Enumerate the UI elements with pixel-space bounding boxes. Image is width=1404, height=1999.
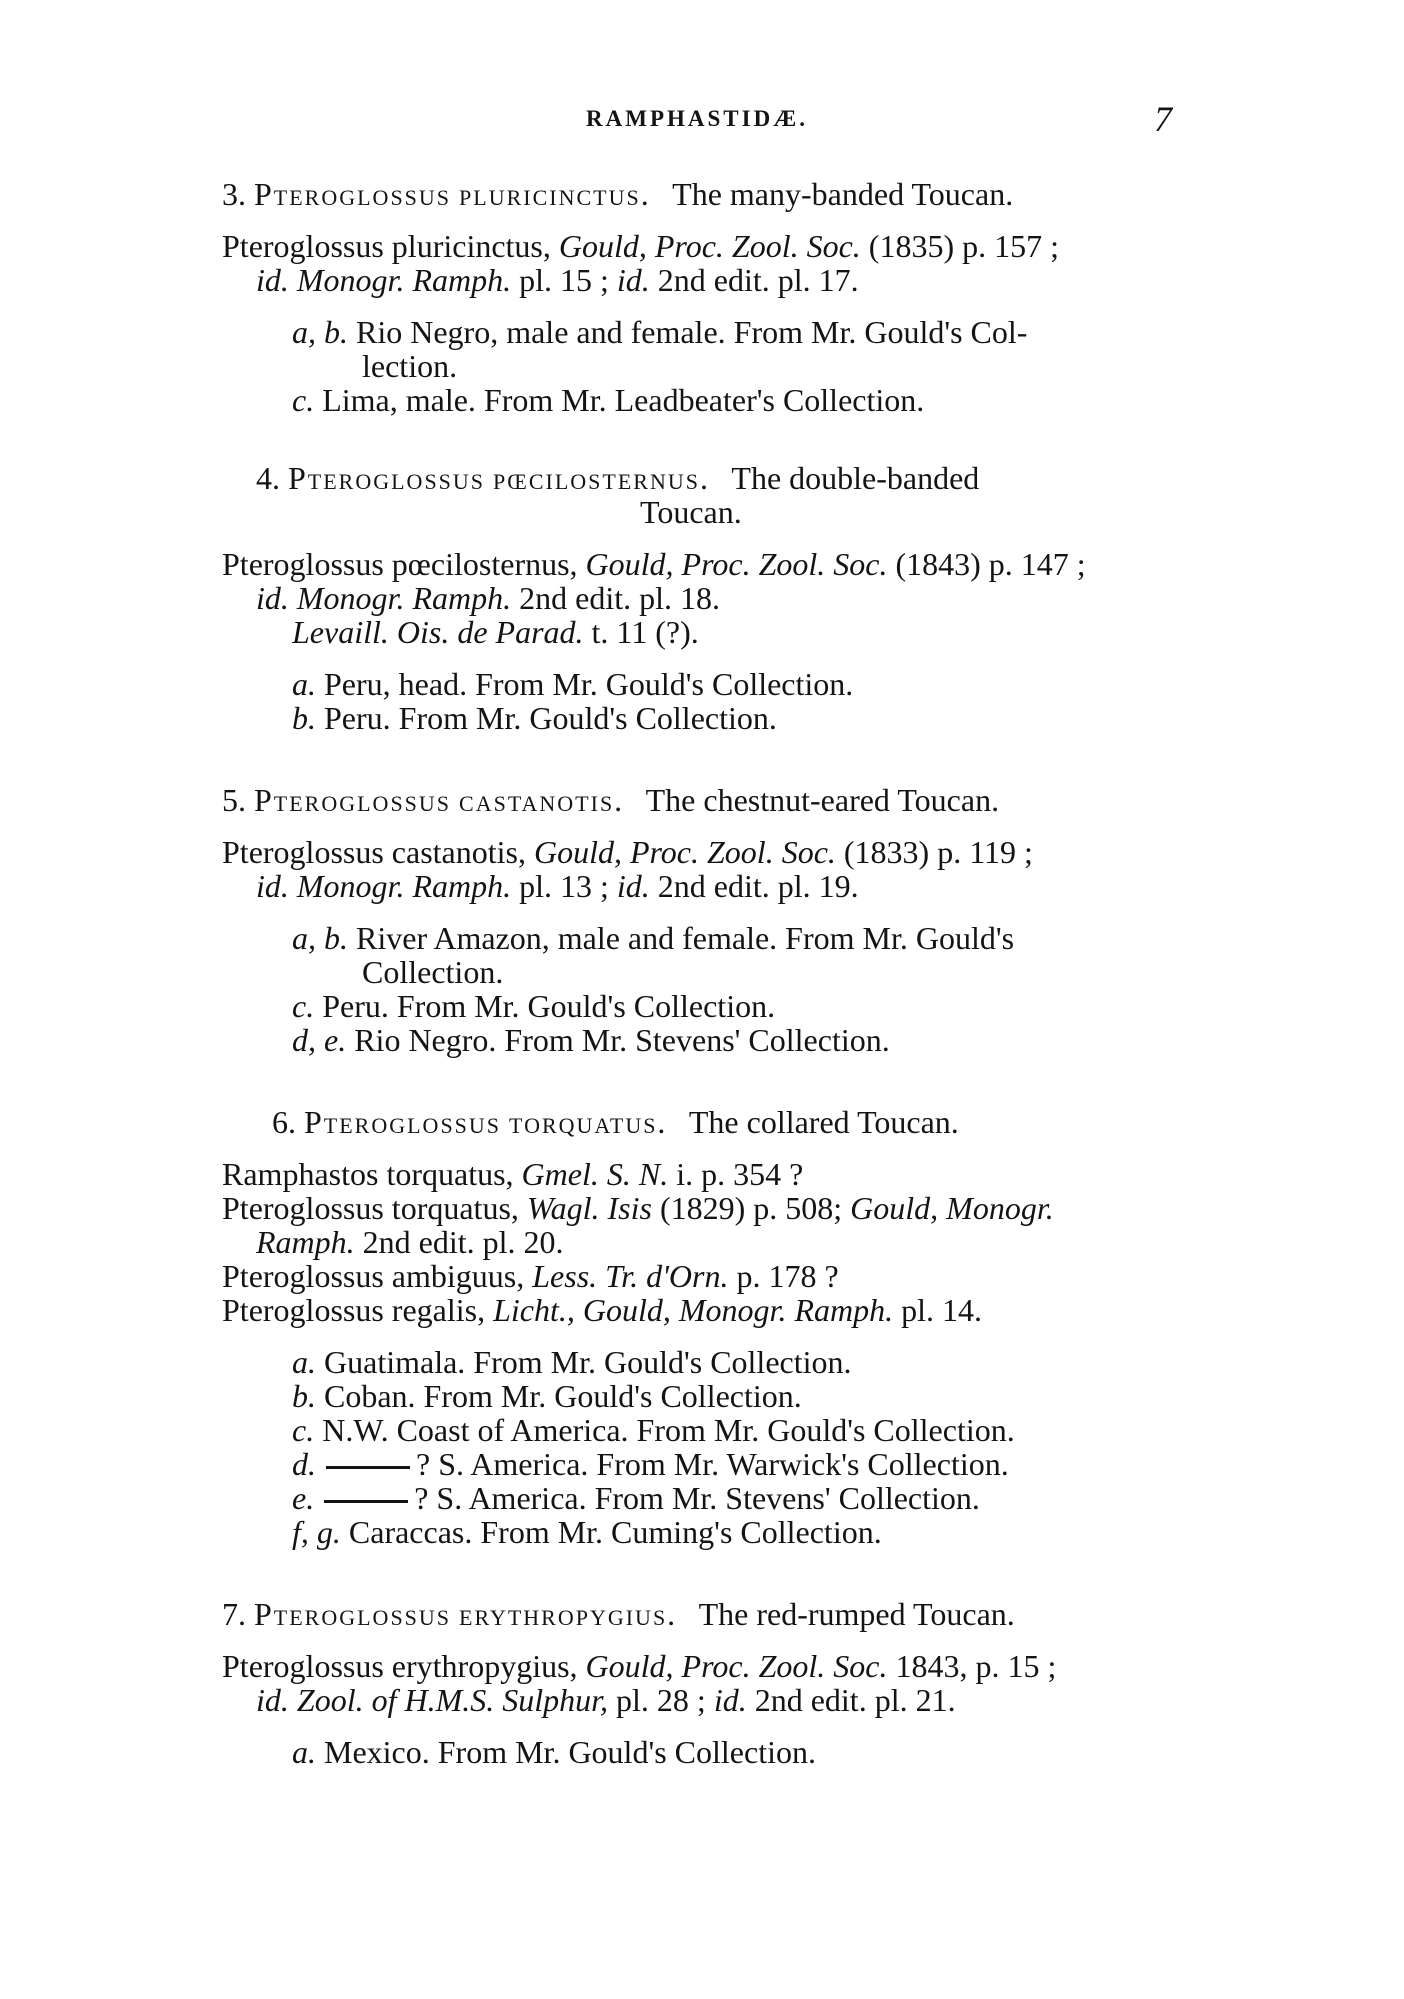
species-name: pluricinctus. (459, 176, 651, 212)
specimen-line: e. ? S. America. From Mr. Stevens' Collection. (292, 1480, 980, 1516)
running-title: RAMPHASTIDÆ. (586, 106, 808, 131)
specimen-line-continued: Collection. (362, 954, 504, 990)
specimen-line: a. Guatimala. From Mr. Gould's Collection. (292, 1344, 852, 1380)
specimen-line: c. Lima, male. From Mr. Leadbeater's Collection. (292, 382, 925, 418)
synonym-line: id. Monogr. Ramph. pl. 15 ; id. 2nd edit. pl. 17. (256, 262, 859, 298)
species-heading: 5. Pteroglossus castanotis. The chestnut-eared Toucan. (222, 782, 1000, 818)
specimen-line-continued: lection. (362, 348, 458, 384)
species-heading: 7. Pteroglossus erythropygius. The red-rumped Toucan. (222, 1596, 1015, 1632)
synonym-line: id. Monogr. Ramph. 2nd edit. pl. 18. (256, 580, 720, 616)
ditto-dash (324, 1500, 408, 1503)
page-header (222, 98, 1172, 138)
synonym-line: Levaill. Ois. de Parad. t. 11 (?). (292, 614, 699, 650)
synonym-line: Pteroglossus pluricinctus, Gould, Proc. Zool. Soc. (1835) p. 157 ; (222, 228, 1059, 264)
species-heading-continued: Toucan. (640, 494, 742, 530)
synonym-line: id. Monogr. Ramph. pl. 13 ; id. 2nd edit. pl. 19. (256, 868, 859, 904)
common-name: The many-banded Toucan. (672, 176, 1014, 212)
specimen-line: d, e. Rio Negro. From Mr. Stevens' Collection. (292, 1022, 890, 1058)
synonym-line: Pteroglossus pœcilosternus, Gould, Proc. Zool. Soc. (1843) p. 147 ; (222, 546, 1086, 582)
synonym-line: Ramph. 2nd edit. pl. 20. (256, 1224, 564, 1260)
genus-name: Pteroglossus (254, 176, 452, 212)
species-heading: 4. Pteroglossus pœcilosternus. The double-banded (256, 460, 980, 496)
synonym-line: Pteroglossus ambiguus, Less. Tr. d'Orn. p. 178 ? (222, 1258, 839, 1294)
specimen-line: b. Peru. From Mr. Gould's Collection. (292, 700, 777, 736)
specimen-line: a. Peru, head. From Mr. Gould's Collection. (292, 666, 854, 702)
page-number: 7 (1154, 99, 1172, 139)
synonym-line: Pteroglossus torquatus, Wagl. Isis (1829) p. 508; Gould, Monogr. (222, 1190, 1054, 1226)
synonym-line: id. Zool. of H.M.S. Sulphur, pl. 28 ; id. 2nd edit. pl. 21. (256, 1682, 956, 1718)
synonym-line: Ramphastos torquatus, Gmel. S. N. i. p. 354 ? (222, 1156, 804, 1192)
synonym-line: Pteroglossus castanotis, Gould, Proc. Zool. Soc. (1833) p. 119 ; (222, 834, 1033, 870)
specimen-line: a, b. River Amazon, male and female. From Mr. Gould's (292, 920, 1015, 956)
specimen-line: c. N.W. Coast of America. From Mr. Gould's Collection. (292, 1412, 1015, 1448)
specimen-line: c. Peru. From Mr. Gould's Collection. (292, 988, 776, 1024)
species-heading: 6. Pteroglossus torquatus. The collared Toucan. (272, 1104, 959, 1140)
specimen-line: f, g. Caraccas. From Mr. Cuming's Collection. (292, 1514, 882, 1550)
species-heading (222, 176, 1013, 212)
synonym-line: Pteroglossus regalis, Licht., Gould, Monogr. Ramph. pl. 14. (222, 1292, 982, 1328)
synonym-line: Pteroglossus erythropygius, Gould, Proc. Zool. Soc. 1843, p. 15 ; (222, 1648, 1057, 1684)
ditto-dash (326, 1466, 410, 1469)
specimen-line: a. Mexico. From Mr. Gould's Collection. (292, 1734, 816, 1770)
specimen-line: a, b. Rio Negro, male and female. From Mr. Gould's Col- (292, 314, 1028, 350)
specimen-line: d. ? S. America. From Mr. Warwick's Collection. (292, 1446, 1009, 1482)
species-number: 3. (222, 176, 246, 212)
specimen-line: b. Coban. From Mr. Gould's Collection. (292, 1378, 802, 1414)
